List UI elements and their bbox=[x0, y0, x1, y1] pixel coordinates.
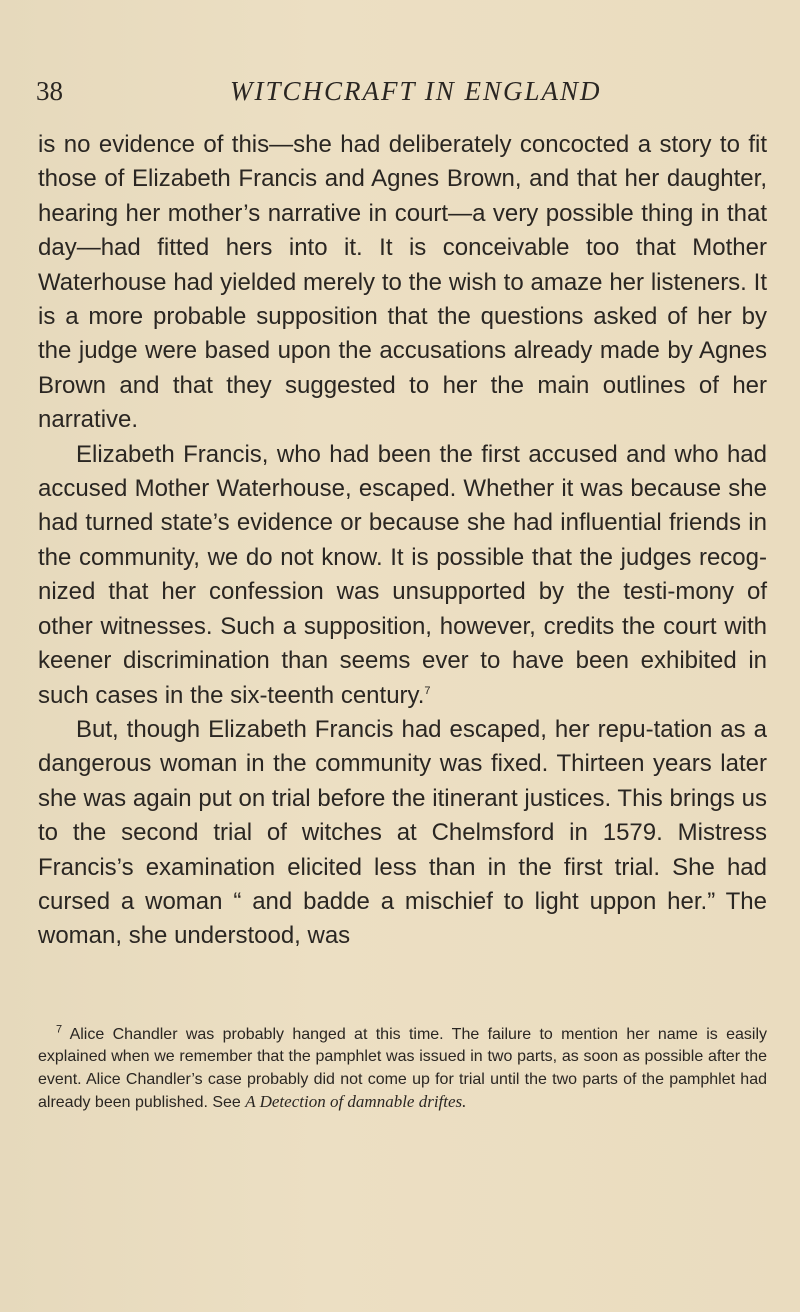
paragraph-3: But, though Elizabeth Francis had escaped, her repu-tation as a dangerous woman in the community was fixed. Thirteen years later she was again put on trial before the itinerant justices. This brings us to the second trial of witches at Chelmsford in 1579. Mistress Francis’s examination elicited less than in the first trial. She had cursed a woman “ and badde a mischief to light uppon her.” The woman, she understood, was bbox=[38, 715, 767, 950]
footnote bbox=[38, 1024, 767, 1115]
footnote-italic-reference: A Detection of damnable driftes. bbox=[245, 1092, 467, 1112]
paragraph-1: is no evidence of this—she had deliberately concocted a story to fit those of Elizabeth Francis and Agnes Brown, and that her daughter, hearing her mother’s narrative in court—a very possible thing in that day—had fitted hers into it. It is conceivable too that Mother Waterhouse had yielded merely to the wish to amaze her listeners. It is a more probable supposition that the questions asked of her by the judge were based upon the accusations already made by Agnes Brown and that they suggested to her the main outlines of her narrative. bbox=[38, 131, 767, 434]
paragraph-2-text: Elizabeth Francis, who had been the first accused and who had accused Mother Waterhouse, escaped. Whether it was because she had turned state’s evidence or because she had influential friends in the community, we do not know. It is possible that the judges recog-nized that her confession was unsupported by the testi-mony of other witnesses. Such a supposition, however, credits the court with keener discrimination than seems ever to have been exhibited in such cases in the six-teenth century. bbox=[38, 440, 767, 709]
running-title: WITCHCRAFT IN ENGLAND bbox=[230, 76, 602, 106]
footnote-reference: 7 bbox=[424, 684, 431, 697]
running-head bbox=[36, 76, 776, 116]
paragraph-2 bbox=[38, 438, 767, 713]
footnote-text: Alice Chandler was probably hanged at this time. The failure to mention her name is easily explained when we remember that the pamphlet was issued in two parts, as soon as possible after the event. Alice Chandler’s case probably did not come up for trial until the two parts of the pamphlet had already been published. See bbox=[38, 1026, 768, 1112]
footnote-paragraph bbox=[38, 1024, 767, 1115]
page-number: 38 bbox=[36, 76, 63, 106]
footnote-marker: 7 bbox=[56, 1023, 63, 1036]
body-text bbox=[38, 128, 767, 954]
